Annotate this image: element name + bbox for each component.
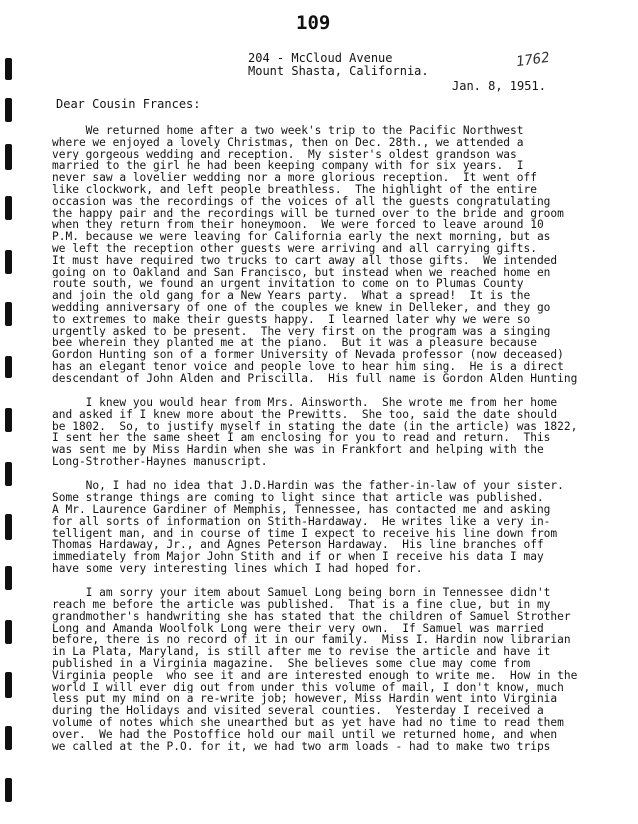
text-line: I sent her the same sheet I am enclosing for you to read and return. This <box>52 432 551 445</box>
text-line: Long and Amanda Woolfolk Long were their very own. If Samuel was married <box>52 622 544 635</box>
handwritten-note: 1762 <box>515 49 551 71</box>
text-line: where we enjoyed a lovely Christmas, then on Dec. 28th., we attended a <box>52 136 524 149</box>
punch-hole-mark <box>5 58 12 80</box>
text-line: bee wherein they planted me at the piano. But it was a pleasure because <box>52 337 537 350</box>
text-line: like clockwork, and left people breathless. The highlight of the entire <box>52 183 537 196</box>
text-line: before, there is no record of it in our family. Miss I. Hardin now librarian <box>52 634 571 647</box>
text-line: P.M. because we were leaving for California early the next morning, but as <box>52 231 551 243</box>
text-line: was sent me by Miss Hardin when she was in Frankfort and helping with the <box>52 444 544 457</box>
text-line: world I will ever dig out from under this volume of mail, I don't know, much <box>52 681 564 694</box>
text-line: No, I had no idea that J.D.Hardin was the father-in-law of your sister. <box>52 480 564 493</box>
text-line: when they return from their honeymoon. We were forced to leave around 10 <box>52 219 544 232</box>
text-line: we left the reception other guests were arriving and all carrying gifts. <box>52 242 537 255</box>
text-line: we called at the P.O. for it, we had two arm loads - had to make two trips <box>52 740 551 753</box>
punch-hole-mark <box>5 144 12 170</box>
punch-hole-mark <box>5 98 12 122</box>
punch-hole-mark <box>5 356 12 378</box>
text-line: route south, we found an urgent invitation to come on to Plumas County <box>52 278 524 291</box>
text-line: Thomas Hardaway, Jr., and Agnes Peterson Hardaway. His line branches off <box>52 539 544 552</box>
text-line: I am sorry your item about Samuel Long being born in Tennessee didn't <box>52 587 551 599</box>
punch-hole-mark <box>5 250 12 274</box>
punch-hole-mark <box>5 566 12 590</box>
text-line: wedding anniversary of one of the couples we knew in Delleker, and they go <box>52 301 551 314</box>
text-line: I knew you would hear from Mrs. Ainsworth. She wrote me from her home <box>52 397 558 409</box>
text-line: descendant of John Alden and Priscilla. His full name is Gordon Alden Hunting <box>52 372 578 385</box>
text-line: and asked if I knew more about the Prewitts. She too, said the date should <box>52 408 558 421</box>
punch-hole-mark <box>5 408 12 432</box>
return-address <box>248 52 429 78</box>
text-line: It must have required two trucks to cart away all those gifts. We intended <box>52 254 558 267</box>
punch-hole-mark <box>5 514 12 540</box>
text-line: urgently asked to be present. The very first on the program was a singing <box>52 325 551 338</box>
text-line: telligent man, and in course of time I expect to receive his line down from <box>52 527 558 540</box>
punch-hole-mark <box>5 302 12 326</box>
punch-hole-mark <box>5 196 12 220</box>
letter-date: Jan. 8, 1951. <box>452 79 546 93</box>
paragraph <box>52 125 632 385</box>
paragraph <box>52 397 632 468</box>
text-line: has an elegant tenor voice and people love to hear him sing. He is a direct <box>52 360 564 373</box>
text-line: the happy pair and the recordings will be turned over to the bride and groom <box>52 207 564 220</box>
text-line: immediately from Major John Stith and if or when I receive his data I may <box>52 551 544 563</box>
text-line: have some very interesting lines which I had hoped for. <box>52 562 423 575</box>
text-line: in La Plata, Maryland, is still after me to revise the article and have it <box>52 646 551 658</box>
text-line: and join the old gang for a New Years party. What a spread! It is the <box>52 290 531 302</box>
text-line: be 1802. So, to justify myself in stating the date (in the article) was 1822, <box>52 420 578 433</box>
text-line: going on to Oakland and San Francisco, but instead when we reached home en <box>52 266 551 279</box>
text-line: Gordon Hunting son of a former University of Nevada professor (now deceased) <box>52 349 564 361</box>
text-line: very gorgeous wedding and reception. My sister's oldest grandson was <box>52 148 517 161</box>
punch-hole-mark <box>5 726 12 750</box>
text-line: grandmother's handwriting she has stated that the children of Samuel Strother <box>52 610 571 623</box>
text-line: Some strange things are coming to light since that article was published. <box>52 492 544 504</box>
salutation: Dear Cousin Frances: <box>56 97 201 111</box>
punch-hole-mark <box>5 778 12 802</box>
text-line: published in a Virginia magazine. She believes some clue may come from <box>52 657 531 670</box>
text-line: A Mr. Laurence Gardiner of Memphis, Tennessee, has contacted me and asking <box>52 503 551 516</box>
paragraph <box>52 587 632 752</box>
page-number: 109 <box>296 12 331 34</box>
text-line: for all sorts of information on Stith-Hardaway. He writes like a very in- <box>52 515 551 528</box>
text-line: occasion was the recordings of the voices of all the guests congratulating <box>52 195 551 208</box>
paragraph <box>52 480 632 574</box>
text-line: reach me before the article was published. That is a fine clue, but in my <box>52 598 551 611</box>
text-line: volume of notes which she unearthed but as yet have had no time to read them <box>52 716 564 729</box>
text-line: over. We had the Postoffice hold our mail until we returned home, and when <box>52 728 558 741</box>
text-line: to extremes to make their guests happy. I learned later why we were so <box>52 313 531 326</box>
text-line: less put my mind on a re-write job; however, Miss Hardin went into Virginia <box>52 693 558 706</box>
letter-body <box>52 125 632 765</box>
text-line: never saw a lovelier wedding nor a more glorious reception. It went off <box>52 172 537 184</box>
punch-hole-mark <box>5 462 12 486</box>
text-line: Long-Strother-Haynes manuscript. <box>52 456 268 468</box>
address-city: Mount Shasta, California. <box>248 64 429 78</box>
punch-hole-mark <box>5 672 12 698</box>
punch-hole-mark <box>5 620 12 644</box>
address-street: 204 - McCloud Avenue <box>248 51 393 65</box>
text-line: We returned home after a two week's trip to the Pacific Northwest <box>52 125 524 137</box>
text-line: Virginia people who see it and are interested enough to write me. How in the <box>52 669 578 682</box>
text-line: married to the girl he had been keeping company with for six years. I <box>52 160 524 173</box>
text-line: during the Holidays and visited several counties. Yesterday I received a <box>52 705 544 717</box>
